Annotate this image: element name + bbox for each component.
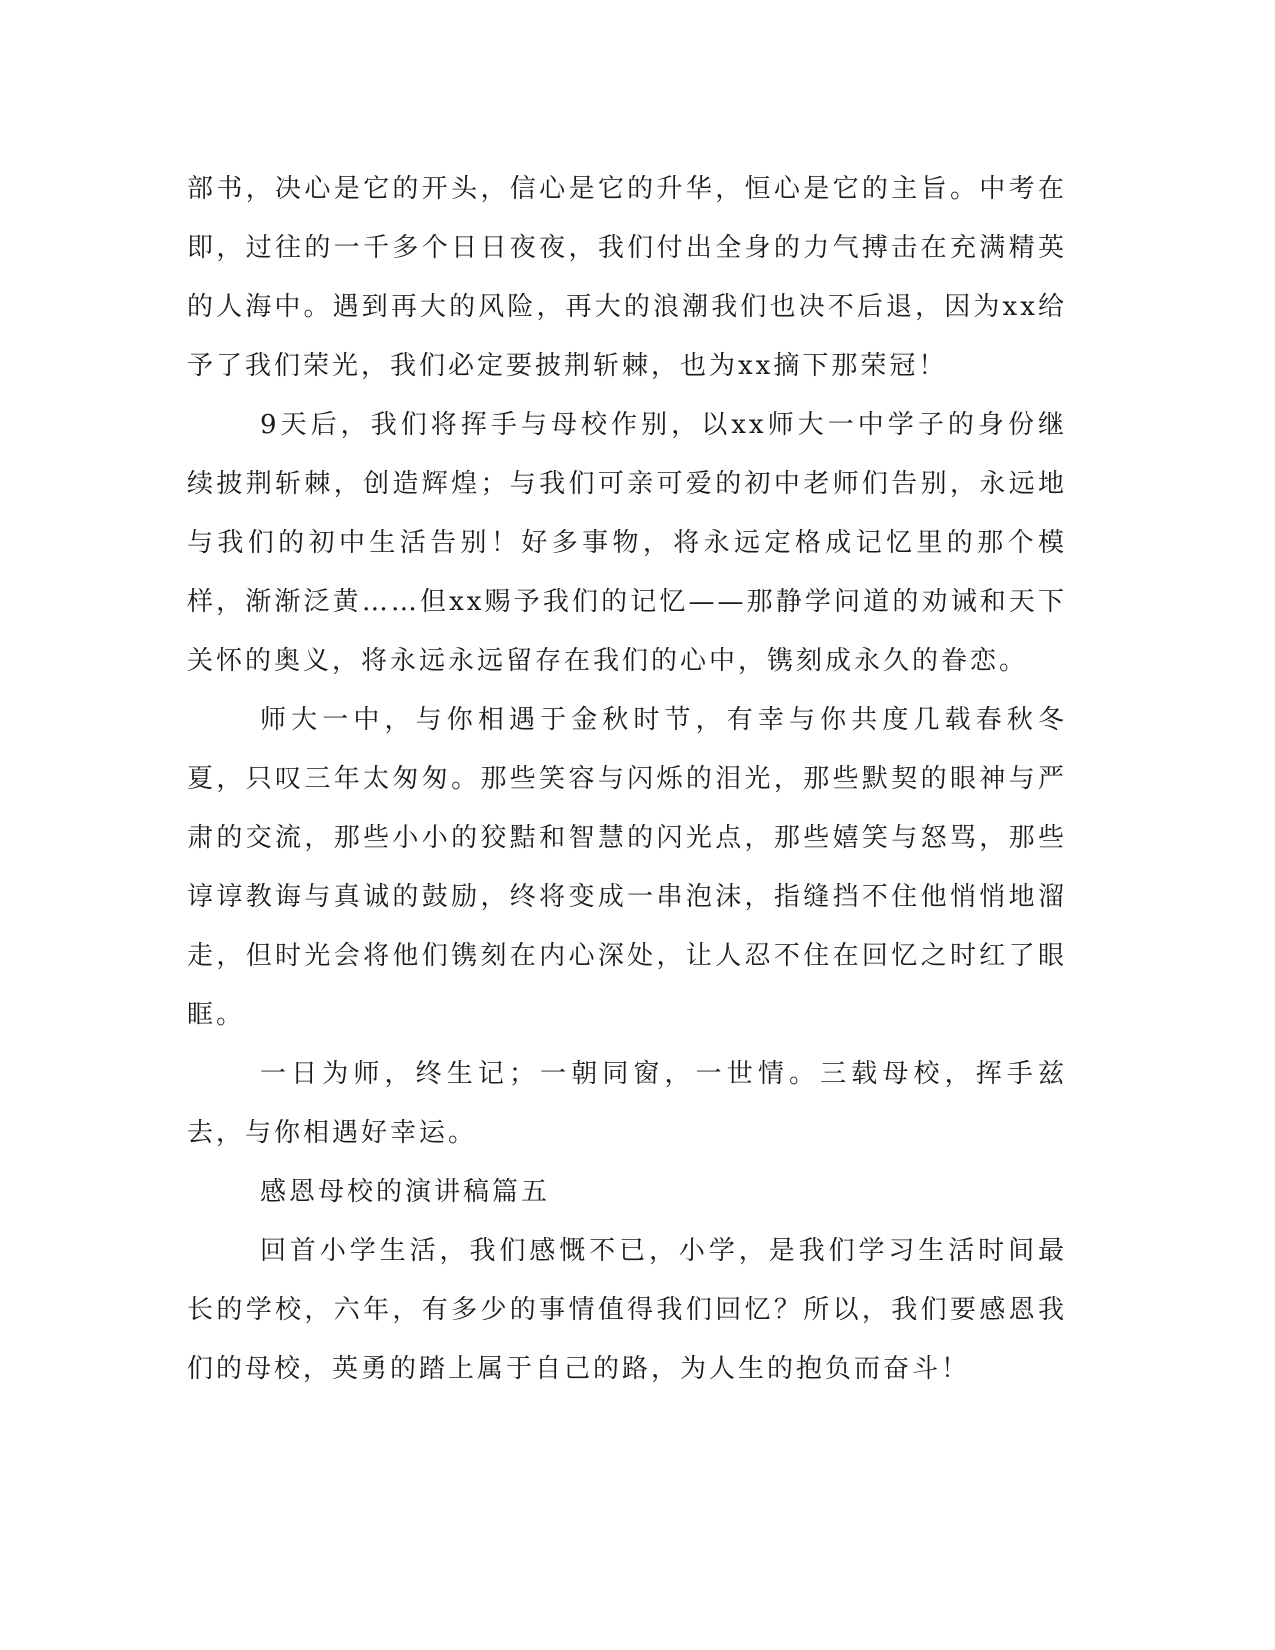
paragraph-5: 回首小学生活，我们感慨不已，小学，是我们学习生活时间最长的学校，六年，有多少的事情值得我们回忆？所以，我们要感恩我们的母校，英勇的踏上属于自己的路，为人生的抱负而奋斗！	[187, 1236, 1067, 1384]
paragraph-2: 9天后，我们将挥手与母校作别，以xx师大一中学子的身份继续披荆斩棘，创造辉煌；与我们可亲可爱的初中老师们告别，永远地与我们的初中生活告别！好多事物，将永远定格成记忆里的那个模样，渐渐泛黄……但xx赐予我们的记忆——那静学问道的劝诫和天下关怀的奥义，将永远永远留存在我们的心中，镌刻成永久的眷恋。	[187, 410, 1067, 676]
document-body	[187, 160, 1067, 1399]
paragraph-4: 一日为师，终生记；一朝同窗，一世情。三载母校，挥手兹去，与你相遇好幸运。	[187, 1059, 1067, 1148]
paragraph-1: 部书，决心是它的开头，信心是它的升华，恒心是它的主旨。中考在即，过往的一千多个日日夜夜，我们付出全身的力气搏击在充满精英的人海中。遇到再大的风险，再大的浪潮我们也决不后退，因为xx给予了我们荣光，我们必定要披荆斩棘，也为xx摘下那荣冠！	[187, 174, 1067, 381]
paragraph-3: 师大一中，与你相遇于金秋时节，有幸与你共度几载春秋冬夏，只叹三年太匆匆。那些笑容与闪烁的泪光，那些默契的眼神与严肃的交流，那些小小的狡黠和智慧的闪光点，那些嬉笑与怒骂，那些谆谆教诲与真诚的鼓励，终将变成一串泡沫，指缝挡不住他悄悄地溜走，但时光会将他们镌刻在内心深处，让人忍不住在回忆之时红了眼眶。	[187, 705, 1067, 1030]
section-heading: 感恩母校的演讲稿篇五	[260, 1177, 551, 1207]
